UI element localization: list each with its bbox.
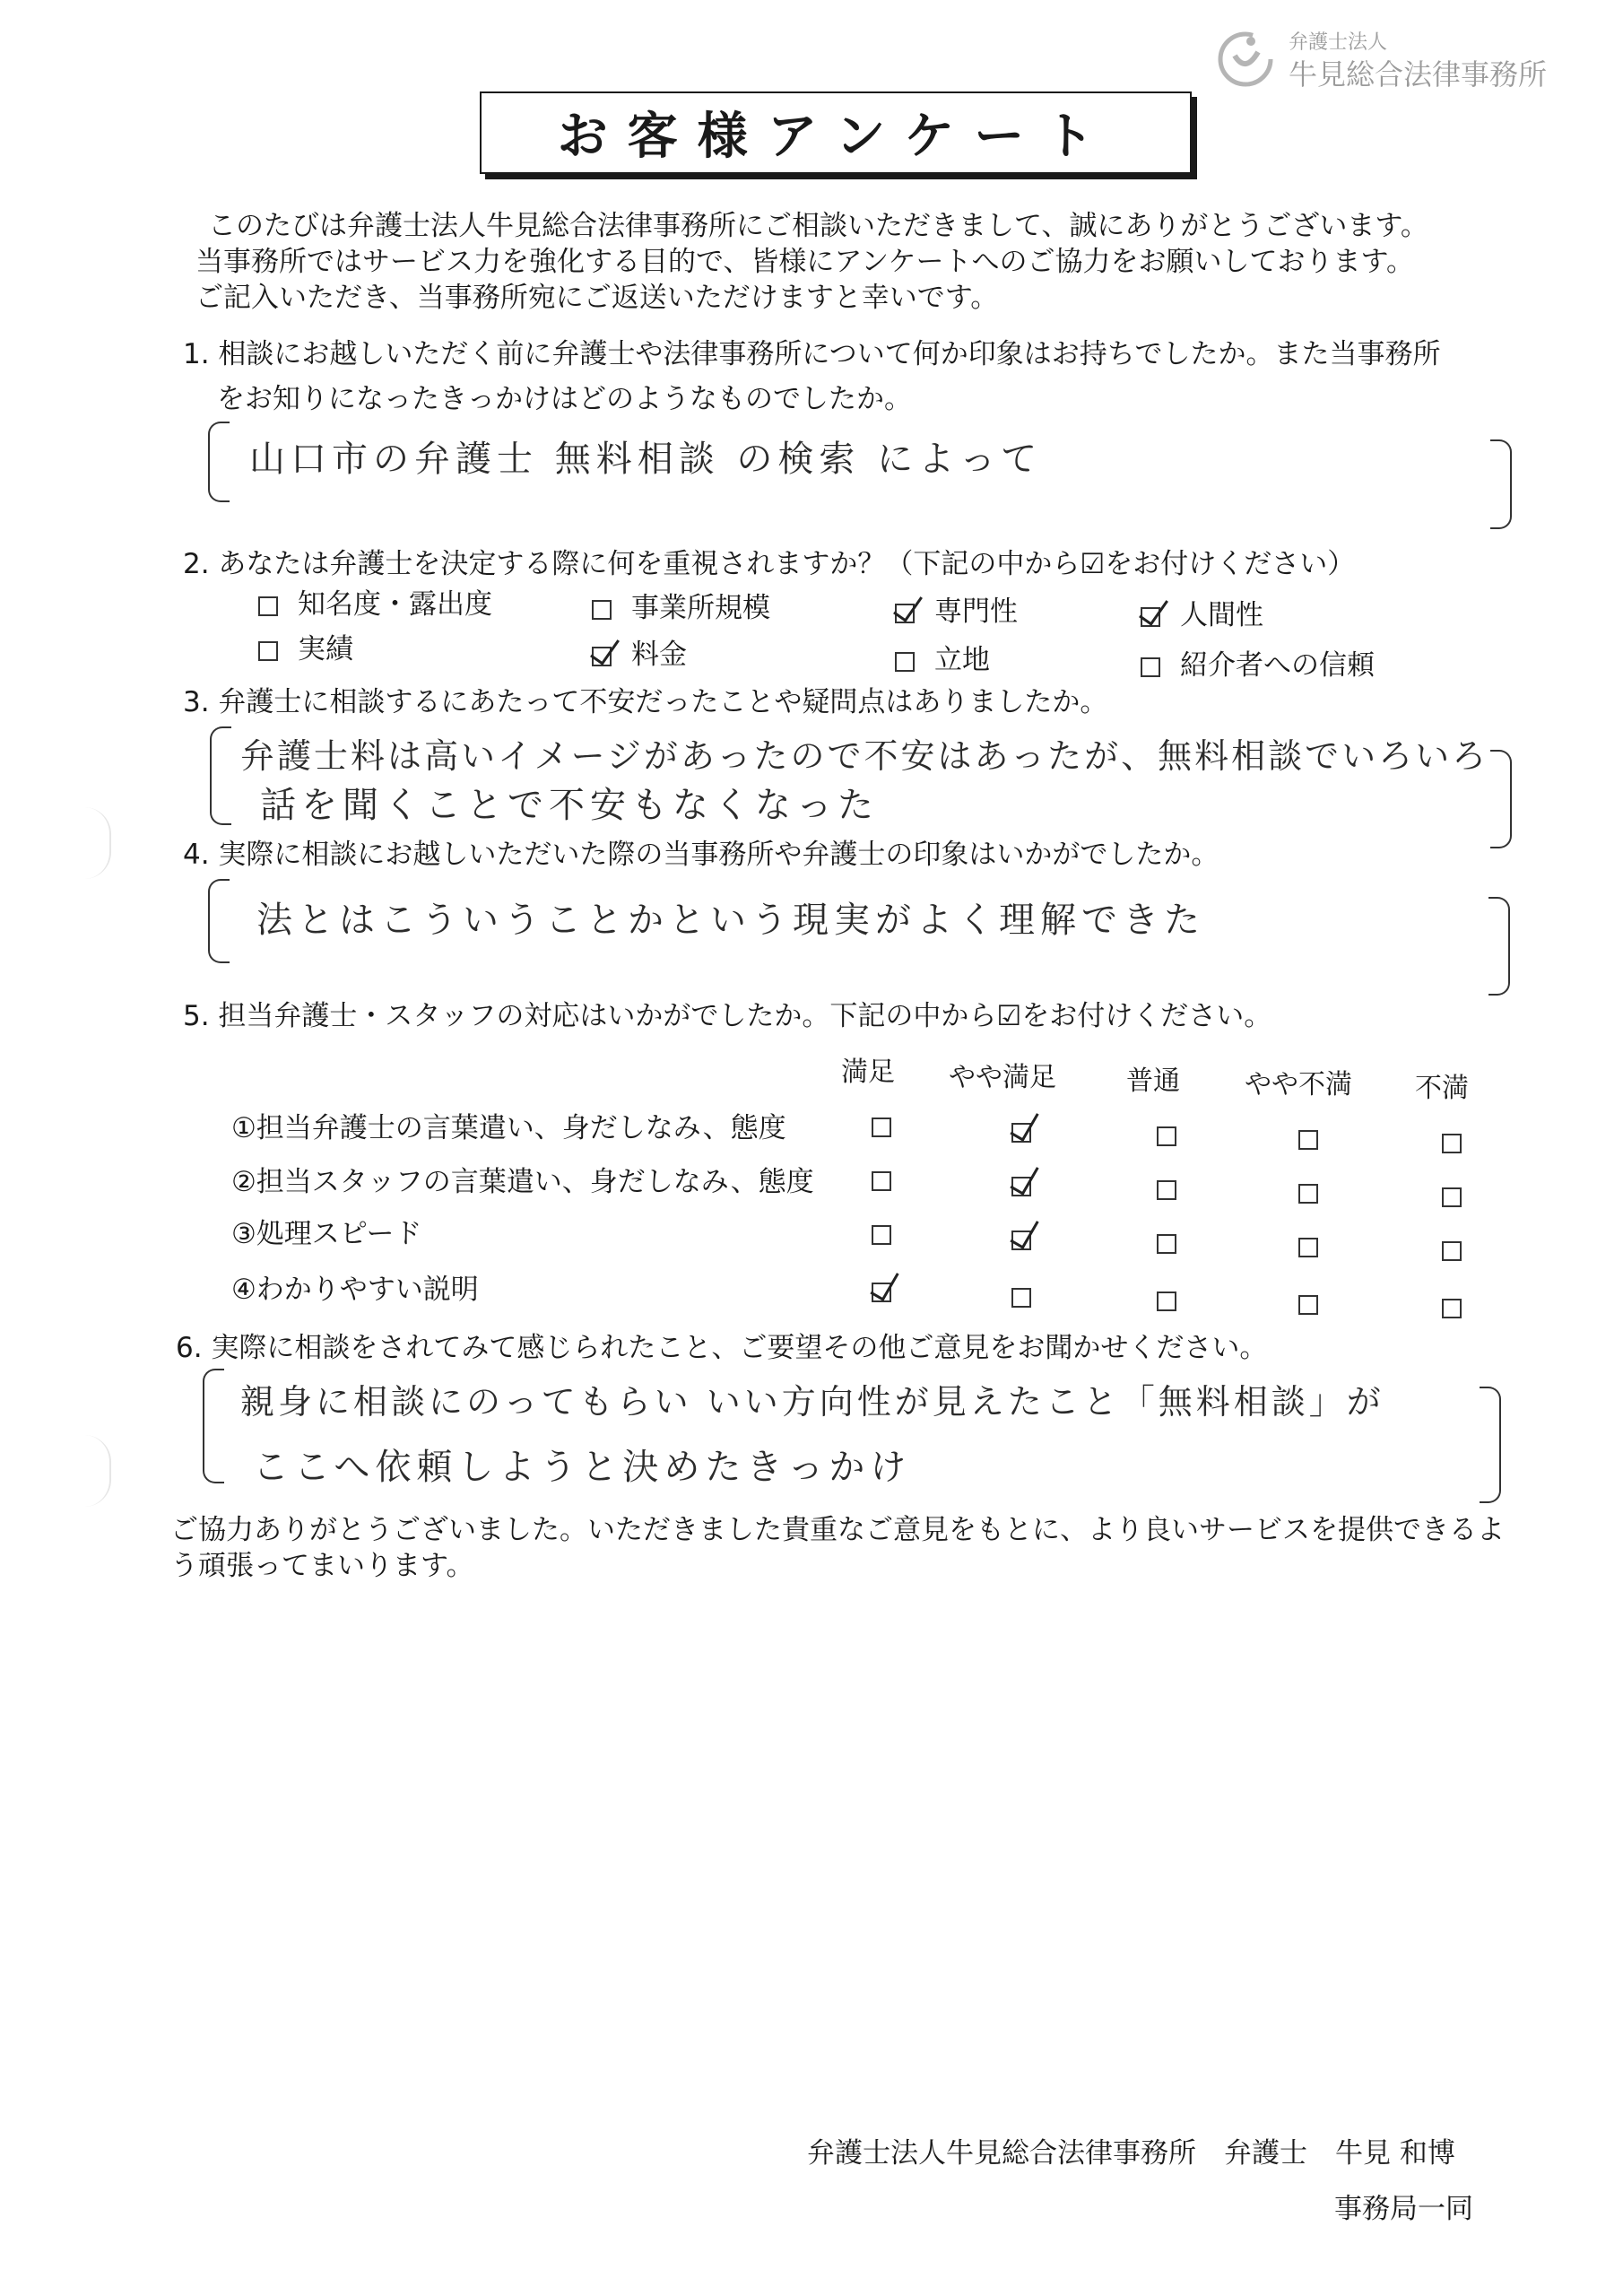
q1-bracket-left [208, 422, 230, 502]
q3-bracket-right [1490, 750, 1512, 848]
q2-checkbox-location[interactable] [895, 652, 915, 672]
q2-option-scale[interactable] [592, 590, 770, 626]
q2-option-expertise[interactable] [895, 594, 1018, 630]
footer-team: 事務局一同 [1334, 2193, 1473, 2225]
q2-checkbox-track-record[interactable] [258, 641, 278, 661]
q1-bracket-right [1490, 439, 1512, 529]
q2-option-location[interactable] [895, 642, 990, 678]
q5-rating-checkbox[interactable] [1011, 1123, 1031, 1143]
q5-col-somewhat-dissatisfied: やや不満 [1245, 1069, 1352, 1100]
q5-rating-checkbox[interactable] [1442, 1134, 1462, 1153]
q5-rating-checkbox[interactable] [1298, 1238, 1318, 1257]
q4-text: 4. 実際に相談にお越しいただいた際の当事務所や弁護士の印象はいかがでしたか。 [183, 839, 1219, 871]
q2-option-label: 専門性 [934, 596, 1018, 628]
q4-bracket-right [1488, 897, 1510, 996]
q2-checkbox-fee[interactable] [592, 647, 612, 666]
logo-firm-name: 牛見総合法律事務所 [1289, 57, 1548, 91]
closing-line-1: ご協力ありがとうございました。いただきました貴重なご意見をもとに、より良いサービスを提供できるよ [170, 1514, 1505, 1546]
q4-answer: 法とはこういうことかという現実がよく理解できた [256, 900, 1205, 941]
q2-option-fee[interactable] [592, 637, 687, 673]
q5-rating-checkbox[interactable] [1011, 1177, 1031, 1196]
scan-artifact [82, 807, 111, 879]
q1-answer: 山口市の弁護士 無料相談 の検索 によって [249, 439, 1043, 480]
q5-row-lawyer-manner: ①担当弁護士の言葉遣い、身だしなみ、態度 [231, 1112, 786, 1144]
q5-rating-checkbox[interactable] [1157, 1292, 1176, 1311]
q6-bracket-right [1480, 1387, 1501, 1503]
q5-col-dissatisfied: 不満 [1415, 1073, 1469, 1104]
q5-col-somewhat-satisfied: やや満足 [949, 1062, 1056, 1093]
firm-logo [1215, 27, 1592, 90]
q2-option-awareness[interactable] [258, 587, 492, 622]
q2-checkbox-awareness[interactable] [258, 596, 278, 616]
q2-option-label: 料金 [631, 639, 687, 671]
q5-col-satisfied: 満足 [841, 1057, 895, 1088]
q2-option-label: 立地 [934, 644, 990, 676]
closing-line-2: う頑張ってまいります。 [170, 1550, 474, 1582]
q6-text: 6. 実際に相談をされてみて感じられたこと、ご要望その他ご意見をお聞かせください。 [176, 1332, 1268, 1364]
q2-option-track-record[interactable] [258, 631, 353, 667]
q2-option-label: 実績 [298, 633, 353, 665]
q5-rating-checkbox[interactable] [1298, 1295, 1318, 1315]
q5-rating-checkbox[interactable] [872, 1118, 891, 1137]
q5-col-neutral: 普通 [1126, 1065, 1180, 1097]
q3-answer-line-2: 話を聞くことで不安もなくなった [260, 785, 879, 826]
q2-option-label: 事業所規模 [631, 592, 770, 624]
q6-bracket-left [203, 1369, 224, 1483]
q2-option-character[interactable] [1141, 597, 1263, 633]
q5-rating-checkbox[interactable] [1442, 1299, 1462, 1318]
q5-text: 5. 担当弁護士・スタッフの対応はいかがでしたか。下記の中から☑をお付けください。 [183, 1000, 1272, 1032]
q5-rating-checkbox[interactable] [872, 1225, 891, 1245]
footer-firm-signature: 弁護士法人牛見総合法律事務所 弁護士 牛見 和博 [807, 2137, 1455, 2170]
q5-rating-checkbox[interactable] [1298, 1184, 1318, 1204]
survey-title-box [480, 91, 1192, 174]
q1-text-line-2: をお知りになったきっかけはどのようなものでしたか。 [217, 383, 912, 415]
q5-rating-checkbox[interactable] [872, 1283, 891, 1302]
q5-rating-checkbox[interactable] [1157, 1234, 1176, 1254]
q5-rating-checkbox[interactable] [872, 1171, 891, 1191]
q2-option-label: 人間性 [1180, 599, 1263, 631]
q5-row-staff-manner: ②担当スタッフの言葉遣い、身だしなみ、態度 [231, 1166, 814, 1198]
q5-row-speed: ③処理スピード [231, 1218, 422, 1250]
q6-answer-line-1: 親身に相談にのってもらい いい方向性が見えたこと「無料相談」が [240, 1382, 1384, 1422]
q2-checkbox-character[interactable] [1141, 607, 1160, 627]
q2-checkbox-scale[interactable] [592, 600, 612, 620]
q3-bracket-left [210, 726, 231, 825]
intro-line-3: ご記入いただき、当事務所宛にご返送いただけますと幸いです。 [195, 282, 999, 314]
q5-row-clear-explanation: ④わかりやすい説明 [231, 1274, 479, 1306]
q1-text-line-1: 1. 相談にお越しいただく前に弁護士や法律事務所について何か印象はお持ちでしたか。また当事務所 [183, 338, 1441, 370]
q2-option-label: 知名度・露出度 [298, 588, 492, 621]
q2-checkbox-referral[interactable] [1141, 657, 1160, 677]
q6-answer-line-2: ここへ依頼しようと決めたきっかけ [253, 1447, 912, 1488]
firm-logo-mark-icon [1215, 29, 1276, 90]
q4-bracket-left [208, 879, 230, 963]
intro-line-2: 当事務所ではサービス力を強化する目的で、皆様にアンケートへのご協力をお願いしております。 [195, 246, 1415, 278]
q3-text: 3. 弁護士に相談するにあたって不安だったことや疑問点はありましたか。 [183, 686, 1108, 718]
q2-option-referral[interactable] [1141, 648, 1375, 683]
survey-title: お客様アンケート [557, 108, 1115, 166]
q3-answer-line-1: 弁護士料は高いイメージがあったので不安はあったが、無料相談でいろいろ [240, 736, 1489, 776]
q5-rating-checkbox[interactable] [1442, 1241, 1462, 1261]
q5-rating-checkbox[interactable] [1157, 1126, 1176, 1146]
q5-rating-checkbox[interactable] [1298, 1130, 1318, 1150]
q2-option-label: 紹介者への信頼 [1180, 649, 1375, 682]
logo-org-type: 弁護士法人 [1289, 31, 1388, 54]
q2-checkbox-expertise[interactable] [895, 604, 915, 623]
scan-artifact [82, 1435, 111, 1507]
q5-rating-checkbox[interactable] [1157, 1180, 1176, 1200]
q2-text: 2. あなたは弁護士を決定する際に何を重視されますか？（下記の中から☑をお付けください） [183, 548, 1356, 580]
q5-rating-checkbox[interactable] [1011, 1288, 1031, 1308]
intro-line-1: このたびは弁護士法人牛見総合法律事務所にご相談いただきまして、誠にありがとうございます。 [208, 210, 1428, 242]
q5-rating-checkbox[interactable] [1442, 1187, 1462, 1207]
q5-rating-checkbox[interactable] [1011, 1231, 1031, 1250]
